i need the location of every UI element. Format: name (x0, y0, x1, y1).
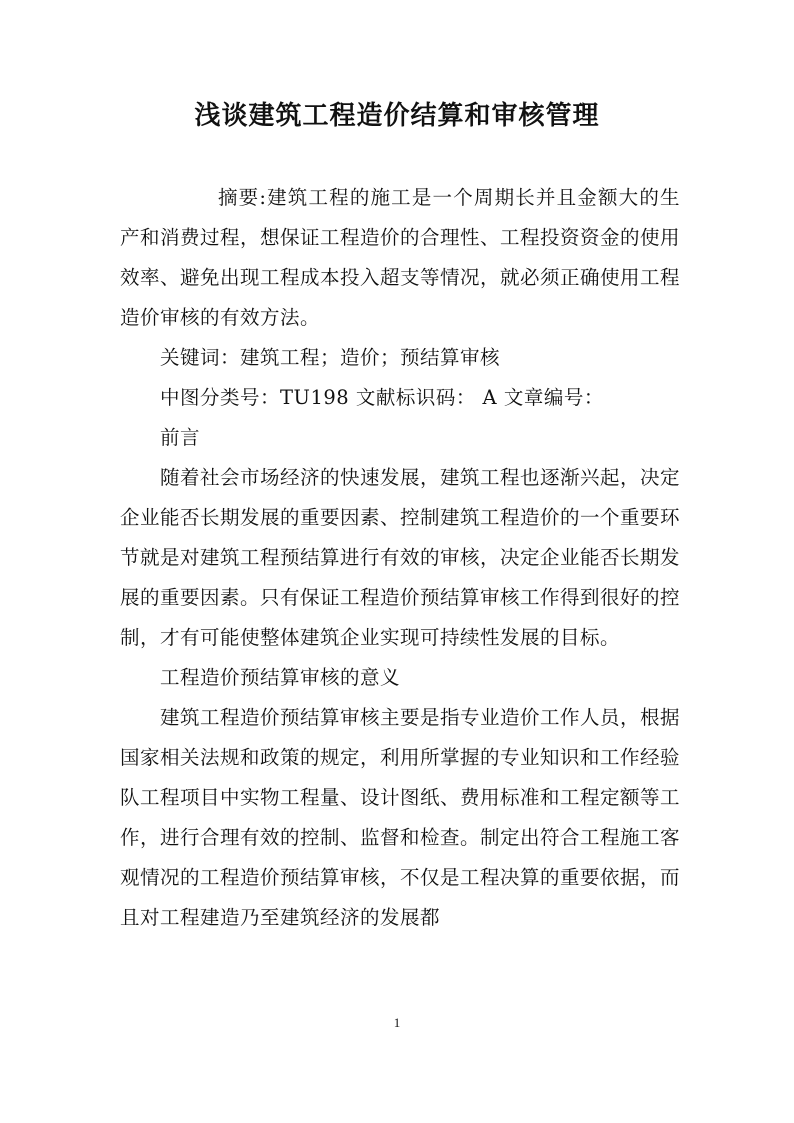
classification-line: 中图分类号：TU198 文献标识码： A 文章编号： (160, 386, 604, 409)
keywords-line: 关键词：建筑工程；造价；预结算审核 (160, 346, 501, 369)
section-heading-preface: 前言 (160, 426, 201, 449)
abstract-paragraph: 摘要:建筑工程的施工是一个周期长并且金额大的生产和消费过程，想保证工程造价的合理性、工程投资资金的使用效率、避免出现工程成本投入超支等情况，就必须正确使用工程造价审核的有效方法。 (120, 186, 681, 329)
section-heading-significance: 工程造价预结算审核的意义 (160, 666, 401, 689)
page-number: 1 (393, 1015, 401, 1030)
document-body (120, 178, 680, 938)
page-title: 浅谈建筑工程造价结算和审核管理 (194, 101, 600, 131)
significance-paragraph: 建筑工程造价预结算审核主要是指专业造价工作人员，根据国家相关法规和政策的规定，利用所掌握的专业知识和工作经验队工程项目中实物工程量、设计图纸、费用标准和工程定额等工作，进行合理有效的控制、监督和检查。制定出符合工程施工客观情况的工程造价预结算审核，不仅是工程决算的重要依据，而且对工程建造乃至建筑经济的发展都 (120, 706, 681, 929)
preface-paragraph: 随着社会市场经济的快速发展，建筑工程也逐渐兴起，决定企业能否长期发展的重要因素、控制建筑工程造价的一个重要环节就是对建筑工程预结算进行有效的审核，决定企业能否长期发展的重要因素。只有保证工程造价预结算审核工作得到很好的控制，才有可能使整体建筑企业实现可持续性发展的目标。 (120, 466, 681, 649)
